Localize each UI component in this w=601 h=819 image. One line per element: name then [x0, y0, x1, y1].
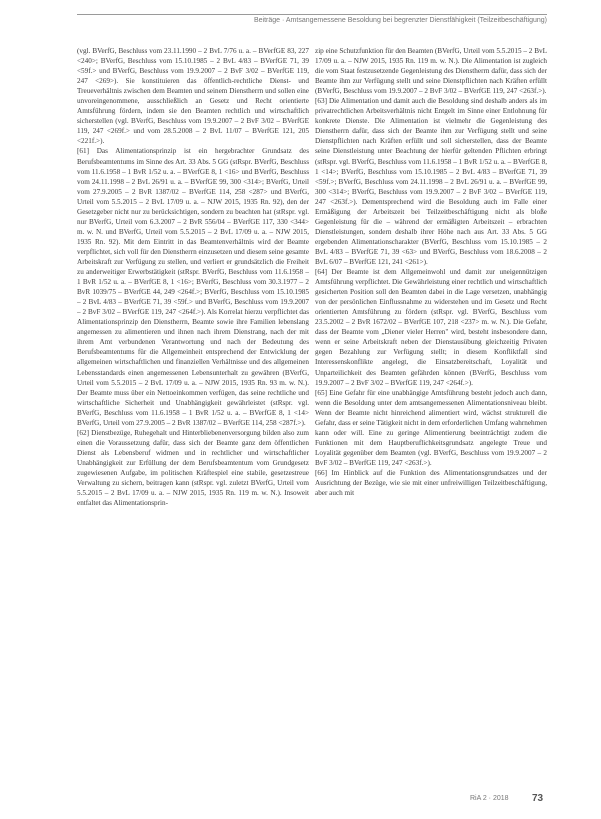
paragraph: [66] Im Hinblick auf die Funktion des Alimentationsgrundsatzes und der Ausrichtung der Bezüge, wie sie mit einer unfreiwilligen Teilzeitbeschäftigung, aber auch mit: [315, 468, 547, 498]
paragraph: [65] Eine Gefahr für eine unabhängige Amtsführung besteht jedoch auch dann, wenn die Besoldung unter dem amtsangemessenen Alimentationsniveau bleibt. Wenn der Beamte nicht hinreichend alimentiert wird, wächst strukturell die Gefahr, dass er seine Tätigkeit nicht in dem erforderlichen Umfang wahrnehmen kann oder will. Eine zu geringe Alimentierung beeinträchtigt zudem die Funktionen mit dem Hauptberuflichkeitsgrundsatz angelegte Treue und Loyalität gegenüber dem Beamten (vgl. BVerfG, Beschluss vom 19.9.2007 – 2 BvF 3/02 – BVerfGE 119, 247 <263f.>).: [315, 388, 547, 467]
paragraph: (vgl. BVerfG, Beschluss vom 23.11.1990 – 2 BvL 7/76 u. a. – BVerfGE 83, 227 <240>; BVerfG, Beschluss vom 15.10.1985 – 2 BvL 4/83 – BVerfGE 71, 39 <59f.> und BVerfG, Beschluss vom 19.9.2007 – 2 BvF 3/02 – BVerfGE 119, 247 <269>). Sie konstituieren das öffentlich-rechtliche Dienst- und Treueverhältnis zwischen dem Beamten und seinem Dienstherrn und sollen eine unvoreingenommene, ausschließlich an Gesetz und Recht orientierte Amtsführung fördern, indem sie den Beamten rechtlich und wirtschaftlich sicherstellen (vgl. BVerfG, Beschluss vom 19.9.2007 – 2 BvF 3/02 – BVerfGE 119, 247 <269f.> und vom 28.5.2008 – 2 BvL 11/07 – BVerfGE 121, 205 <221f.>).: [77, 47, 309, 146]
paragraph: [62] Dienstbezüge, Ruhegehalt und Hinterbliebenenversorgung bilden also zum einen die Voraussetzung dafür, dass sich der Beamte ganz dem öffentlichen Dienst als Lebensberuf widmen und in rechtlicher und wirtschaftlicher Unabhängigkeit zur Erfüllung der dem Berufsbeamtentum vom Grundgesetz zugewiesenen Aufgabe, im politischen Kräftespiel eine stabile, gesetzestreue Verwaltung zu sichern, beitragen kann (stRspr. vgl. zuletzt BVerfG, Urteil vom 5.5.2015 – 2 BvL 17/09 u. a. – NJW 2015, 1935 Rn. 119 m. w. N.). Insoweit entfaltet das Alimentationsprin-: [77, 428, 309, 508]
journal-name: RiA 2 · 2018: [470, 795, 509, 802]
running-header: Beiträge · Amtsangemessene Besoldung bei begrenzter Dienstfähigkeit (Teilzeitbeschäftigung): [253, 17, 547, 24]
left-column: [77, 46, 309, 786]
paragraph: [61] Das Alimentationsprinzip ist ein hergebrachter Grundsatz des Berufsbeamtentums im Sinne des Art. 33 Abs. 5 GG (stRspr. BVerfG, Beschluss vom 11.6.1958 – 1 BvR 1/52 u. a. – BVerfGE 8, 1 <16> und BVerfG, Beschluss vom 24.11.1998 – 2 BvL 26/91 u. a. – BVerfGE 99, 300 <314>; BVerfG, Urteil vom 27.9.2005 – 2 BvR 1387/02 – BVerfGE 114, 258 <287> und BVerfG, Urteil vom 5.5.2015 – 2 BvL 17/09 u. a. – NJW 2015, 1935 Rn. 92), den der Gesetzgeber nicht nur zu berücksichtigen, sondern zu beachten hat (stRspr. vgl. nur BVerfG, Urteil vom 6.3.2007 – 2 BvR 556/04 – BVerfGE 117, 330 <344> m. w. N. und BVerfG, Urteil vom 5.5.2015 – 2 BvL 17/09 u. a. – NJW 2015, 1935 Rn. 92). Mit dem Eintritt in das Beamtenverhältnis wird der Beamte verpflichtet, sich voll für den Dienstherrn einzusetzen und diesem seine gesamte Arbeitskraft zur Verfügung zu stellen, und verliert er grundsätzlich die Freiheit zu anderweitiger Erwerbstätigkeit (stRspr. BVerfG, Beschluss vom 11.6.1958 – 1 BvR 1/52 u. a. – BVerfGE 8, 1 <16>; BVerfG, Beschluss vom 30.3.1977 – 2 BvR 1039/75 – BVerfGE 44, 249 <264f.>; BVerfG, Beschluss vom 15.10.1985 – 2 BvL 4/83 – BVerfGE 71, 39 <59f.> und BVerfG, Beschluss vom 19.9.2007 – 2 BvF 3/02 – BVerfGE 119, 247 <264f.>). Als Korrelat hierzu verpflichtet das Alimentationsprinzip den Dienstherrn, Beamte sowie ihre Familien lebenslang angemessen zu alimentieren und ihnen nach ihrem Dienstrang, nach der mit ihrem Amt verbundenen Verantwortung und nach der Bedeutung des Berufsbeamtentums für die Allgemeinheit entsprechend der Entwicklung der allgemeinen wirtschaftlichen und finanziellen Verhältnisse und des allgemeinen Lebensstandards einen angemessenen Lebensunterhalt zu gewähren (BVerfG, Urteil vom 5.5.2015 – 2 BvL 17/09 u. a. – NJW 2015, 1935 Rn. 93 m. w. N.). Der Beamte muss über ein Nettoeinkommen verfügen, das seine rechtliche und wirtschaftliche Sicherheit und Unabhängigkeit gewährleistet (stRspr. vgl. BVerfG, Beschluss vom 11.6.1958 – 1 BvR 1/52 u. a. – BVerfGE 8, 1 <14> BVerfG, Urteil vom 27.9.2005 – 2 BvR 1387/02 – BVerfGE 114, 258 <287f.>).: [77, 147, 309, 427]
right-column: [315, 46, 547, 786]
page-number: 73: [532, 793, 544, 804]
paragraph: [63] Die Alimentation und damit auch die Besoldung sind deshalb anders als im privatrechtlichen Arbeitsverhältnis nicht Entgelt im Sinne einer Entlohnung für konkrete Dienste. Die Alimentation ist vielmehr die Gegenleistung des Dienstherrn dafür, dass sich der Beamte ihm zur Verfügung stellt und seine Dienstpflichten nach Kräften erfüllt und soll sicherstellen, dass der Beamte seine Dienstleistung unter Beachtung der hierfür geltenden Pflichten erbringt (stRspr. vgl. BVerfG, Beschluss vom 11.6.1958 – 1 BvR 1/52 u. a. – BVerfGE 8, 1 <14>; BVerfG, Beschluss vom 15.10.1985 – 2 BvL 4/83 – BVerfGE 71, 39 <59f.>; BVerfG, Beschluss vom 24.11.1998 – 2 BvL 26/91 u. a. – BVerfGE 99, 300 <314>; BVerfG, Beschluss vom 19.9.2007 – 2 BvF 3/02 – BVerfGE 119, 247 <263f.>). Dementsprechend wird die Besoldung auch im Falle einer Ermäßigung der Arbeitszeit bei Teilzeitbeschäftigung nicht als bloße Gegenleistung für die – während der ermäßigten Arbeitszeit – erbrachten Dienstleistungen, sondern deshalb ihrer Höhe nach aus Art. 33 Abs. 5 GG ergebenden Alimentationscharakter (BVerfG, Beschluss vom 15.10.1985 – 2 BvL 4/83 – BVerfGE 71, 39 <63> und BVerfG, Beschluss vom 18.6.2008 – 2 BvL 6/07 – BVerfGE 121, 241 <261>).: [315, 97, 547, 266]
paragraph: zip eine Schutzfunktion für den Beamten (BVerfG, Urteil vom 5.5.2015 – 2 BvL 17/09 u. a. – NJW 2015, 1935 Rn. 119 m. w. N.). Die Alimentation ist zugleich die vom Staat festzusetzende Gegenleistung des Dienstherrn dafür, dass sich der Beamte ihm zur Verfügung stellt und seine Dienstpflichten nach Kräften erfüllt (BVerfG, Beschluss vom 19.9.2007 – 2 BvF 3/02 – BVerfGE 119, 247 <263f.>).: [315, 47, 547, 96]
paragraph: [64] Der Beamte ist dem Allgemeinwohl und damit zur uneigennützigen Amtsführung verpflichtet. Die Gewährleistung einer rechtlich und wirtschaftlich gesicherten Position soll den Beamten dabei in die Lage versetzen, unabhängig von der persönlichen Einflussnahme zu widerstehen und im Gesetz und Recht orientierten Amtsführung zu fördern (stRspr. vgl. BVerfG, Beschluss vom 23.5.2002 – 2 BvR 1672/02 – BVerfGE 107, 218 <237> m. w. N.). Die Gefahr, dass der Beamte vom „Diener vieler Herren" wird, besteht insbesondere dann, wenn er seine Arbeitskraft neben der Dienstausübung gleichzeitig Privaten gegen Bezahlung zur Verfügung stellt; in diesem Konfliktfall sind Interessenskonflikte angelegt, die Einsatzbereitschaft, Loyalität und Unparteilichkeit des Beamten gefährden können (BVerfG, Beschluss vom 19.9.2007 – 2 BvF 3/02 – BVerfGE 119, 247 <264f.>).: [315, 268, 547, 387]
